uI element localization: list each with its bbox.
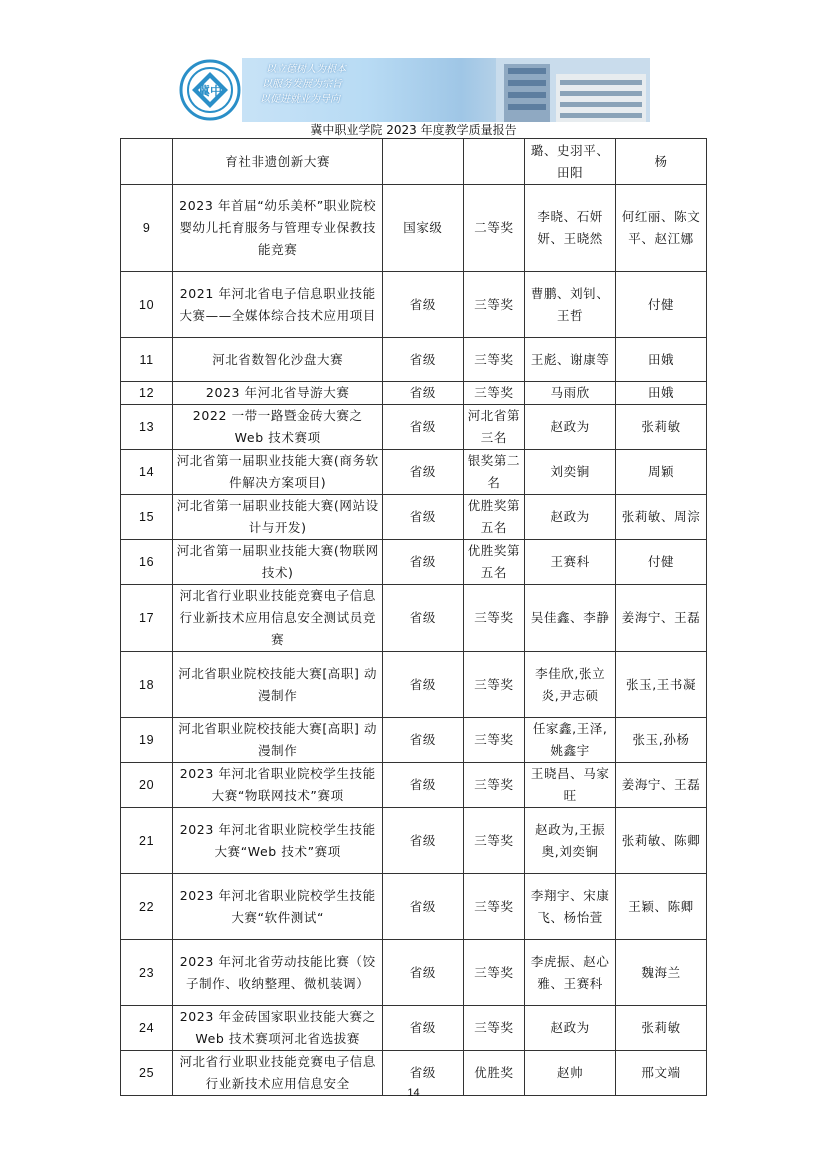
row-number: 11 xyxy=(121,338,173,382)
table-row xyxy=(121,808,707,874)
award-prize: 三等奖 xyxy=(463,808,525,874)
competition-level xyxy=(383,139,463,185)
competition-level: 省级 xyxy=(383,272,463,338)
table-row xyxy=(121,272,707,338)
student-names: 赵政为 xyxy=(525,1006,616,1051)
row-number: 19 xyxy=(121,718,173,763)
competition-level: 省级 xyxy=(383,585,463,652)
row-number: 15 xyxy=(121,495,173,540)
table-row xyxy=(121,405,707,450)
table-row xyxy=(121,540,707,585)
slogan-block xyxy=(260,62,346,107)
competition-name: 河北省职业院校技能大赛[高职] 动漫制作 xyxy=(173,652,383,718)
student-names: 马雨欣 xyxy=(525,382,616,405)
student-names: 李虎振、赵心雅、王赛科 xyxy=(525,940,616,1006)
award-prize: 银奖第二名 xyxy=(463,450,525,495)
student-names: 刘奕锏 xyxy=(525,450,616,495)
competition-level: 省级 xyxy=(383,718,463,763)
table-row xyxy=(121,495,707,540)
table-row xyxy=(121,718,707,763)
award-prize: 三等奖 xyxy=(463,382,525,405)
competition-name: 河北省行业职业技能竞赛电子信息行业新技术应用信息安全测试员竞赛 xyxy=(173,585,383,652)
competition-name: 河北省职业院校技能大赛[高职] 动漫制作 xyxy=(173,718,383,763)
slogan-line: 以立德树人为根本 xyxy=(266,64,346,75)
student-names: 王彪、谢康等 xyxy=(525,338,616,382)
teacher-names: 杨 xyxy=(616,139,707,185)
teacher-names: 张玉,王书凝 xyxy=(616,652,707,718)
teacher-names: 张莉敏、周淙 xyxy=(616,495,707,540)
row-number: 22 xyxy=(121,874,173,940)
student-names: 赵帅 xyxy=(525,1051,616,1096)
header-banner xyxy=(178,58,650,122)
competition-level: 国家级 xyxy=(383,185,463,272)
competition-name: 2023 年河北省导游大赛 xyxy=(173,382,383,405)
competition-name: 河北省行业职业技能竞赛电子信息行业新技术应用信息安全 xyxy=(173,1051,383,1096)
table-row xyxy=(121,763,707,808)
award-prize: 三等奖 xyxy=(463,940,525,1006)
competition-name: 2023 年河北省职业院校学生技能大赛“Web 技术”赛项 xyxy=(173,808,383,874)
row-number: 20 xyxy=(121,763,173,808)
award-prize: 优胜奖 xyxy=(463,1051,525,1096)
teacher-names: 张莉敏 xyxy=(616,405,707,450)
report-title: 冀中职业学院 2023 年度教学质量报告 xyxy=(310,123,517,137)
competition-level: 省级 xyxy=(383,1006,463,1051)
campus-building-image xyxy=(496,58,650,122)
competition-name: 2021 年河北省电子信息职业技能大赛——全媒体综合技术应用项目 xyxy=(173,272,383,338)
award-prize: 优胜奖第五名 xyxy=(463,495,525,540)
teacher-names: 姜海宁、王磊 xyxy=(616,585,707,652)
competition-level: 省级 xyxy=(383,874,463,940)
table-row xyxy=(121,874,707,940)
row-number: 23 xyxy=(121,940,173,1006)
competition-level: 省级 xyxy=(383,1051,463,1096)
teacher-names: 付健 xyxy=(616,540,707,585)
competition-name: 2023 年河北省职业院校学生技能大赛“软件测试“ xyxy=(173,874,383,940)
row-number: 9 xyxy=(121,185,173,272)
competition-level: 省级 xyxy=(383,405,463,450)
teacher-names: 魏海兰 xyxy=(616,940,707,1006)
row-number: 10 xyxy=(121,272,173,338)
student-names: 吴佳鑫、李静 xyxy=(525,585,616,652)
table-row xyxy=(121,585,707,652)
student-names: 璐、史羽平、田阳 xyxy=(525,139,616,185)
teacher-names: 张莉敏、陈卿 xyxy=(616,808,707,874)
row-number: 21 xyxy=(121,808,173,874)
student-names: 赵政为,王振奥,刘奕锏 xyxy=(525,808,616,874)
competition-level: 省级 xyxy=(383,808,463,874)
slogan-line: 以促进就业为导向 xyxy=(260,94,340,105)
row-number: 12 xyxy=(121,382,173,405)
award-prize: 三等奖 xyxy=(463,718,525,763)
competition-level: 省级 xyxy=(383,450,463,495)
table-row xyxy=(121,139,707,185)
teacher-names: 王颖、陈卿 xyxy=(616,874,707,940)
award-prize xyxy=(463,139,525,185)
award-prize: 三等奖 xyxy=(463,338,525,382)
competition-name: 2023 年金砖国家职业技能大赛之 Web 技术赛项河北省选拔赛 xyxy=(173,1006,383,1051)
teacher-names: 田娥 xyxy=(616,382,707,405)
competition-name: 2022 一带一路暨金砖大赛之 Web 技术赛项 xyxy=(173,405,383,450)
competition-name: 河北省第一届职业技能大赛(物联网技术) xyxy=(173,540,383,585)
competition-level: 省级 xyxy=(383,540,463,585)
competition-level: 省级 xyxy=(383,495,463,540)
row-number: 16 xyxy=(121,540,173,585)
table-row xyxy=(121,652,707,718)
table-row xyxy=(121,940,707,1006)
row-number: 17 xyxy=(121,585,173,652)
teacher-names: 张玉,孙杨 xyxy=(616,718,707,763)
competition-level: 省级 xyxy=(383,338,463,382)
competition-level: 省级 xyxy=(383,652,463,718)
award-prize: 三等奖 xyxy=(463,272,525,338)
competition-name: 2023 年河北省职业院校学生技能大赛“物联网技术”赛项 xyxy=(173,763,383,808)
student-names: 任家鑫,王泽,姚鑫宇 xyxy=(525,718,616,763)
row-number: 14 xyxy=(121,450,173,495)
competition-name: 河北省第一届职业技能大赛(商务软件解决方案项目) xyxy=(173,450,383,495)
table-row xyxy=(121,338,707,382)
slogan-line: 以服务发展为宗旨 xyxy=(262,79,342,90)
student-names: 李翔宇、宋康飞、杨怡萱 xyxy=(525,874,616,940)
row-number: 13 xyxy=(121,405,173,450)
competition-name: 2023 年河北省劳动技能比赛（饺子制作、收纳整理、微机装调） xyxy=(173,940,383,1006)
row-number: 24 xyxy=(121,1006,173,1051)
table-row xyxy=(121,185,707,272)
award-prize: 二等奖 xyxy=(463,185,525,272)
award-prize: 优胜奖第五名 xyxy=(463,540,525,585)
competition-name: 河北省数智化沙盘大赛 xyxy=(173,338,383,382)
row-number xyxy=(121,139,173,185)
row-number: 25 xyxy=(121,1051,173,1096)
teacher-names: 付健 xyxy=(616,272,707,338)
competition-name: 河北省第一届职业技能大赛(网站设计与开发) xyxy=(173,495,383,540)
table-row xyxy=(121,450,707,495)
student-names: 李晓、石妍妍、王晓然 xyxy=(525,185,616,272)
student-names: 王赛科 xyxy=(525,540,616,585)
award-prize: 三等奖 xyxy=(463,585,525,652)
row-number: 18 xyxy=(121,652,173,718)
teacher-names: 何红丽、陈文平、赵江娜 xyxy=(616,185,707,272)
award-prize: 三等奖 xyxy=(463,652,525,718)
competition-level: 省级 xyxy=(383,763,463,808)
logo-text: 冀中 xyxy=(197,84,223,98)
award-prize: 三等奖 xyxy=(463,1006,525,1051)
page-number: 14 xyxy=(407,1087,420,1099)
teacher-names: 张莉敏 xyxy=(616,1006,707,1051)
school-logo xyxy=(178,58,242,122)
competition-level: 省级 xyxy=(383,382,463,405)
student-names: 李佳欣,张立炎,尹志硕 xyxy=(525,652,616,718)
student-names: 王晓昌、马家旺 xyxy=(525,763,616,808)
award-prize: 河北省第三名 xyxy=(463,405,525,450)
student-names: 赵政为 xyxy=(525,495,616,540)
competition-name: 育社非遗创新大赛 xyxy=(173,139,383,185)
award-prize: 三等奖 xyxy=(463,874,525,940)
table-row xyxy=(121,382,707,405)
teacher-names: 周颖 xyxy=(616,450,707,495)
teacher-names: 田娥 xyxy=(616,338,707,382)
student-names: 曹鹏、刘钊、王哲 xyxy=(525,272,616,338)
table-row xyxy=(121,1006,707,1051)
teacher-names: 邢文端 xyxy=(616,1051,707,1096)
student-names: 赵政为 xyxy=(525,405,616,450)
competition-name: 2023 年首届“幼乐美杯”职业院校婴幼儿托育服务与管理专业保教技能竞赛 xyxy=(173,185,383,272)
competition-level: 省级 xyxy=(383,940,463,1006)
teacher-names: 姜海宁、王磊 xyxy=(616,763,707,808)
awards-table xyxy=(120,138,707,1096)
award-prize: 三等奖 xyxy=(463,763,525,808)
